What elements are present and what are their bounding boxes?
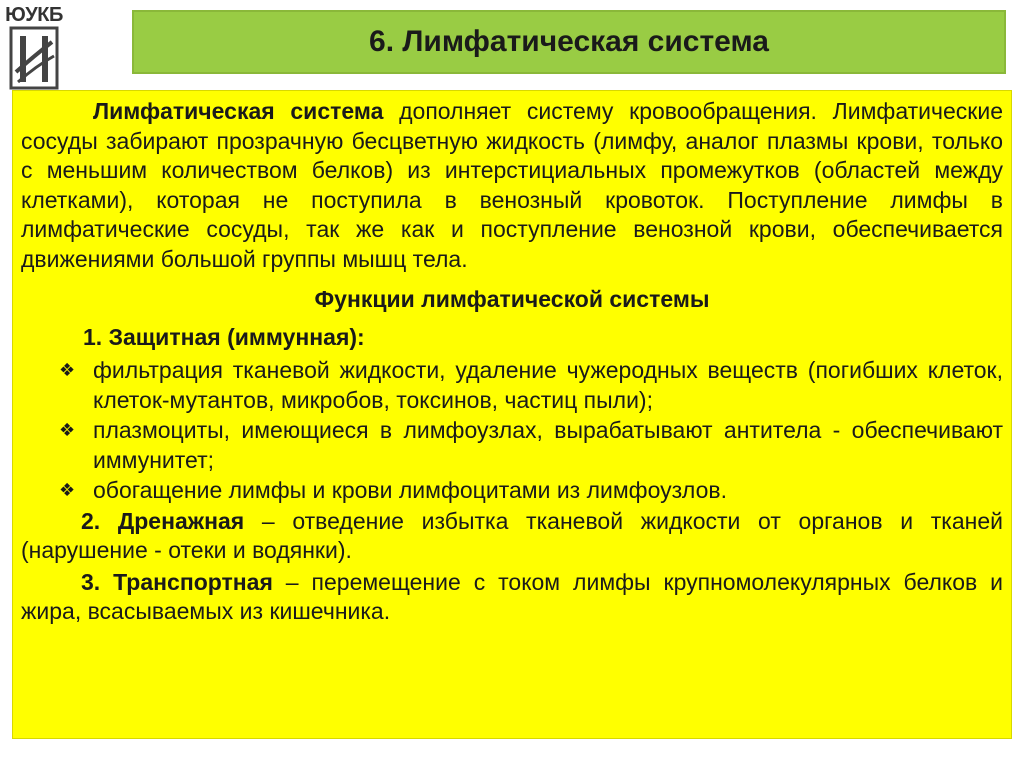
function3-text: – перемещение с током лимфы крупномолекулярных белков и жира, всасываемых из кишечника.: [21, 568, 1004, 624]
function2-title: 2. Дренажная: [81, 507, 245, 534]
list-item: [21, 415, 1003, 475]
bullet-text: фильтрация тканевой жидкости, удаление чужеродных веществ (погибших клеток, клеток-мутантов, микробов, токсинов, частиц пыли);: [93, 356, 1003, 413]
bullet-text: плазмоциты, имеющиеся в лимфоузлах, вырабатывают антитела - обеспечивают иммунитет;: [93, 416, 1003, 473]
functions-heading: Функции лимфатической системы: [314, 286, 710, 312]
function3-paragraph: [21, 568, 1003, 627]
logo-emblem-icon: [8, 26, 60, 90]
function2-paragraph: [21, 507, 1003, 566]
diamond-bullet-icon: ❖: [59, 359, 76, 380]
page-title: 6. Лимфатическая система: [369, 25, 769, 58]
university-logo: [4, 4, 64, 92]
list-item: [21, 475, 1003, 505]
function1-title: 1. Защитная (иммунная):: [83, 324, 365, 350]
diamond-bullet-icon: ❖: [59, 419, 76, 440]
intro-text: дополняет систему кровообращения. Лимфатические сосуды забирают прозрачную бесцветную жидкость (лимфу, аналог плазмы крови, только с меньшим количеством белков) из интерстициальных промежутков (областей между клетками), которая не поступила в венозный кровоток. Поступление лимфы в лимфатические сосуды, так же как и поступление венозной крови, обеспечивается движениями большой группы мышц тела.: [21, 98, 1003, 272]
intro-paragraph: [21, 97, 1003, 274]
function2-text: – отведение избытка тканевой жидкости от органов и тканей (нарушение - отеки и водянки).: [21, 507, 1003, 563]
logo-text: ЮУКБ: [5, 4, 63, 26]
function3-title: 3. Транспортная: [81, 568, 273, 595]
title-bar: [132, 10, 1006, 74]
diamond-bullet-icon: ❖: [59, 479, 76, 500]
bullet-text: обогащение лимфы и крови лимфоцитами из лимфоузлов.: [93, 476, 728, 503]
list-item: [21, 355, 1003, 415]
content-panel: [12, 90, 1012, 739]
intro-lead: Лимфатическая система: [93, 98, 384, 124]
